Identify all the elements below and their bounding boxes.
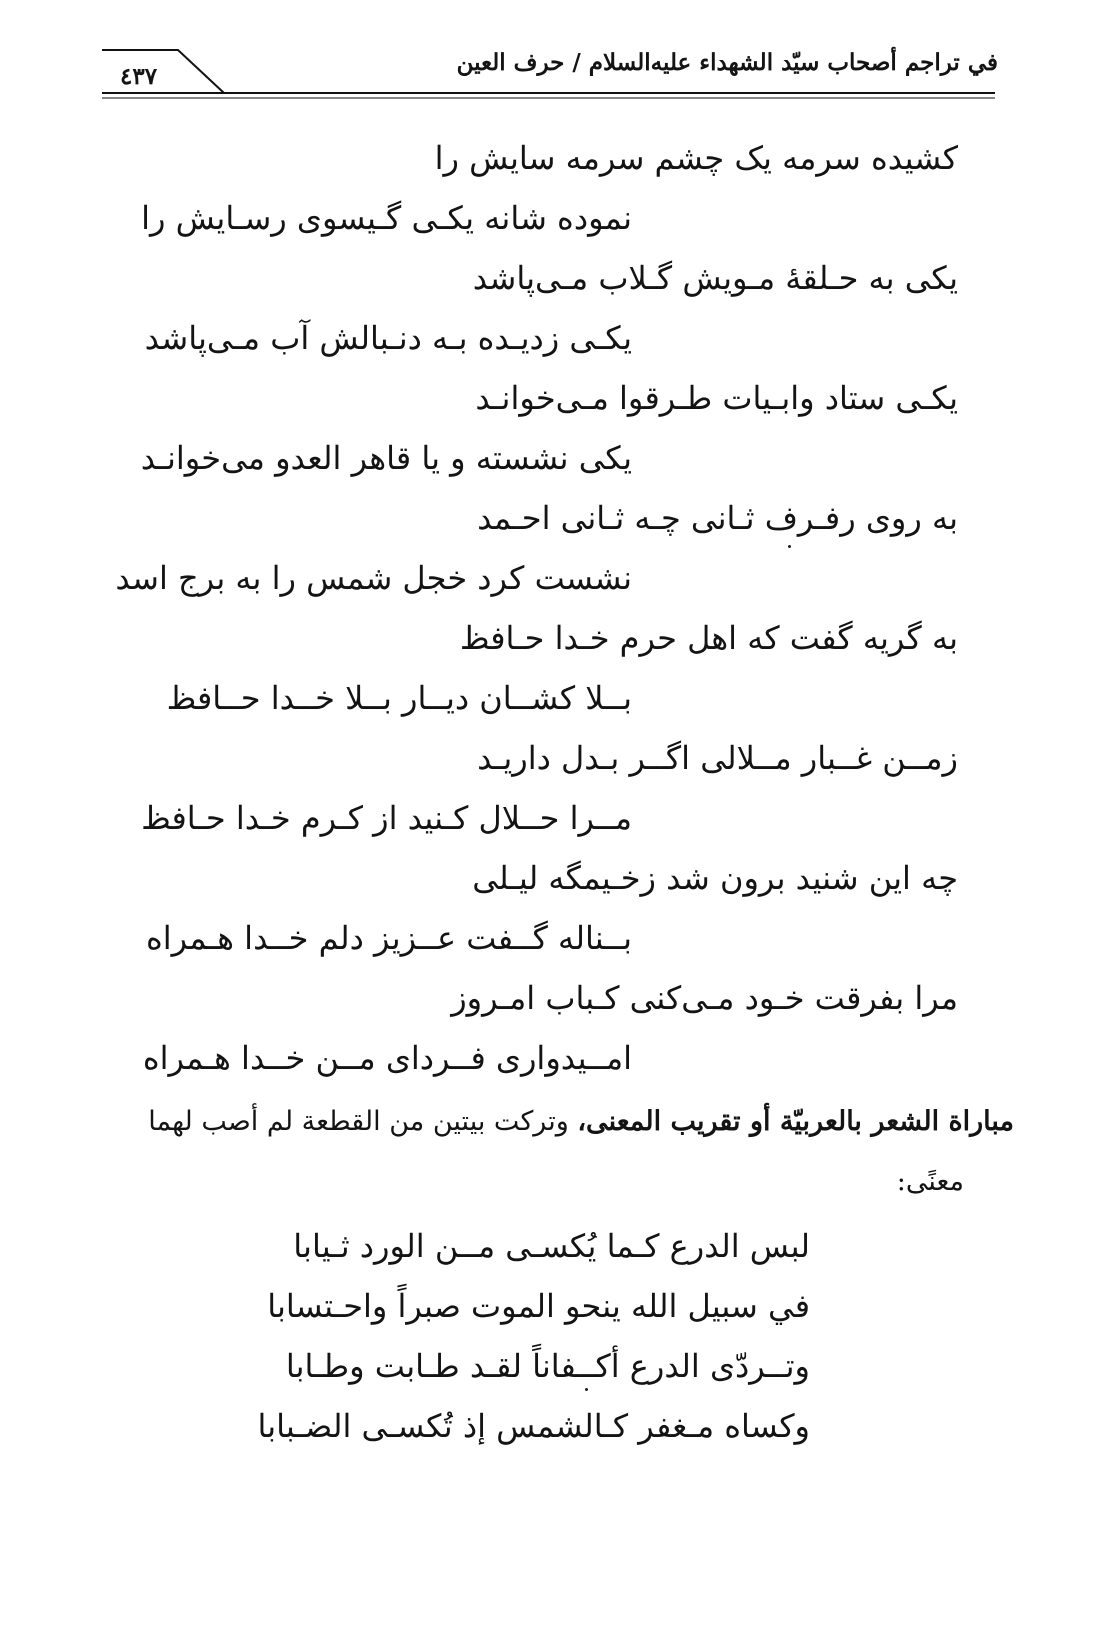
poem-line: زمــن غــبار مــلالى اگــر بـدل داريـد bbox=[477, 739, 958, 777]
verse-line: لبس الدرع كـما يُكسـى مــن الورد ثـيابا bbox=[293, 1227, 810, 1265]
poem-line: مرا بفرقت خـود مـى‌کنى کـباب امـروز bbox=[451, 979, 958, 1017]
verse-line: وتــردّى الدرع أكــفاناً لقـد طـابت وطـابا bbox=[285, 1347, 810, 1385]
page-number: ٤٣٧ bbox=[120, 63, 158, 90]
poem-line: يکـى زديـده بـه دنـبالش آب مـى‌پاشد bbox=[144, 319, 632, 357]
running-header-title: في تراجم أصحاب سيّد الشهداء عليه‌السلام / حرف العين bbox=[456, 49, 998, 76]
poem-line: كشيده سرمه يک چشم سرمه سايش را bbox=[434, 139, 958, 177]
poem-line: نموده شانه يکـى گـيسوى رسـايش را bbox=[141, 199, 632, 237]
poem-line: چه اين شنيد برون شد زخـيمگه ليـلى bbox=[472, 859, 958, 897]
scan-speck bbox=[585, 1388, 588, 1391]
scan-speck bbox=[788, 545, 791, 548]
poem-line: به روى رفـرف ثـانى چـه ثـانى احـمد bbox=[477, 499, 958, 537]
poem-line: يکـى ستاد وابـيات طـرقوا مـى‌خوانـد bbox=[475, 379, 958, 417]
commentary-text: وتركت بيتين من القطعة لم أصب لهما bbox=[148, 1106, 578, 1137]
header-rule bbox=[0, 0, 1110, 120]
verse-line: وكساه مـغفر كـالشمس إذ تُكسـى الضـبابا bbox=[257, 1407, 810, 1445]
commentary-heading: مباراة الشعر بالعربيّة أو تقريب المعنى، bbox=[577, 1106, 1014, 1137]
commentary-paragraph bbox=[96, 1100, 1014, 1144]
poem-line: بــلا کشــان ديــار بــلا خــدا حــافظ bbox=[166, 679, 632, 717]
poem-line: امــيدوارى فــرداى مــن خــدا هـمراه bbox=[142, 1039, 632, 1077]
poem-line: بــناله گــفت عــزيز دلم خــدا هـمراه bbox=[145, 919, 632, 957]
poem-line: يکى نشسته و يا قاهر العدو مى‌خوانـد bbox=[140, 439, 632, 477]
verse-line: في سبيل الله ينحو الموت صبراً واحـتسابا bbox=[267, 1287, 810, 1325]
poem-line: يکى به حـلقهٔ مـويش گـلاب مـى‌پاشد bbox=[472, 259, 958, 297]
poem-line: به گريه گفت که اهل حرم خـدا حـافظ bbox=[459, 619, 958, 657]
poem-line: نشست کرد خجل شمس را به برج اسد bbox=[115, 559, 632, 597]
poem-line: مــرا حــلال کـنيد از کـرم خـدا حـافظ bbox=[141, 799, 632, 837]
commentary-continuation: معنًى: bbox=[896, 1166, 964, 1197]
